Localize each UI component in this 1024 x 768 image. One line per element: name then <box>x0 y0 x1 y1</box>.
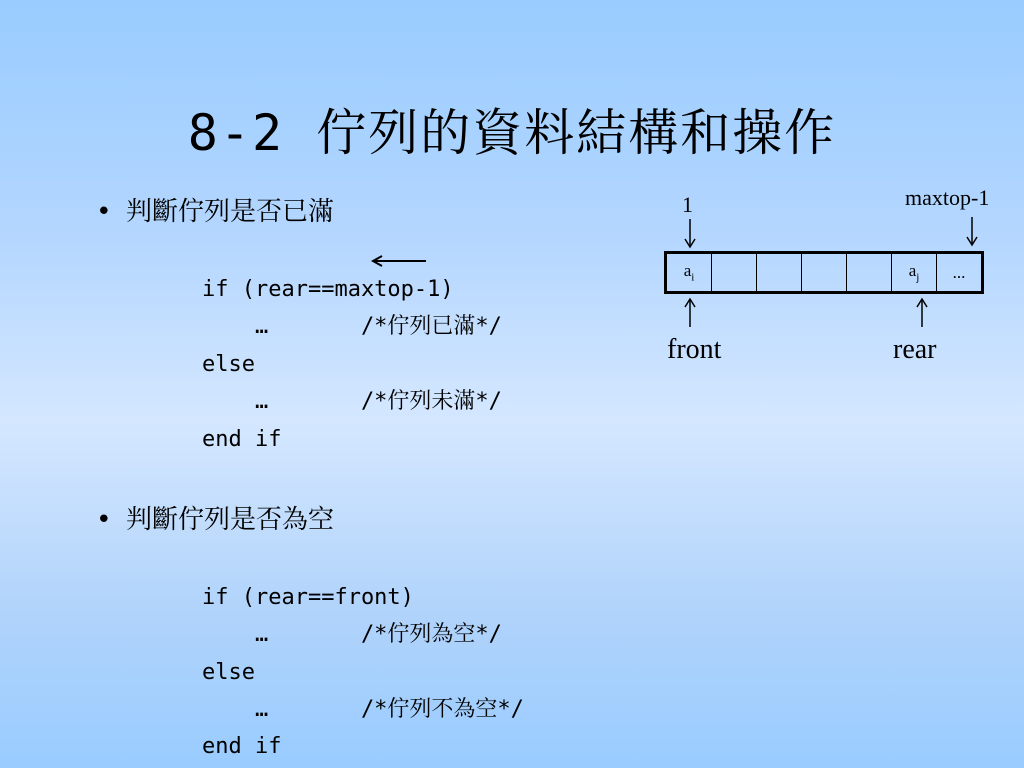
queue-cell <box>802 253 847 293</box>
cell-subscript: i <box>691 271 695 284</box>
queue-cell <box>666 253 712 293</box>
code-line: … /*佇列未滿*/ <box>202 389 502 414</box>
bullet-heading: 判斷佇列是否已滿 <box>126 197 335 227</box>
queue-cell <box>847 253 892 293</box>
bullet-dot: • <box>96 197 112 227</box>
code-line: if (rear==maxtop-1) <box>202 277 454 302</box>
code-line: if (rear==front) <box>202 585 414 610</box>
left-arrow-icon <box>370 254 426 268</box>
up-arrow-icon <box>683 297 697 327</box>
bullet-queue-empty <box>96 503 334 537</box>
code-line: end if <box>202 734 282 759</box>
index-last-label: maxtop-1 <box>905 185 990 210</box>
queue-cell <box>712 253 757 293</box>
code-line: … /*佇列已滿*/ <box>202 314 502 339</box>
up-arrow-icon <box>915 297 929 327</box>
code-line: … /*佇列不為空*/ <box>202 697 524 722</box>
down-arrow-icon <box>965 217 979 247</box>
cell-value: a <box>908 261 917 281</box>
index-first-label: 1 <box>682 192 693 217</box>
cell-value: a <box>683 261 692 281</box>
code-line: else <box>202 352 255 377</box>
queue-cell: ... <box>937 253 983 293</box>
queue-cell <box>892 253 937 293</box>
rear-pointer-label: rear <box>893 334 937 365</box>
cell-subscript: j <box>916 271 920 284</box>
code-line: end if <box>202 427 282 452</box>
code-line: … /*佇列為空*/ <box>202 622 502 647</box>
code-line: else <box>202 660 255 685</box>
queue-cell <box>757 253 802 293</box>
queue-array <box>664 251 984 294</box>
slide-title: 8-2 佇列的資料結構和操作 <box>187 104 837 162</box>
down-arrow-icon <box>683 219 697 249</box>
front-pointer-label: front <box>667 334 722 365</box>
bullet-heading: 判斷佇列是否為空 <box>126 505 335 535</box>
bullet-queue-full <box>96 195 334 229</box>
queue-row <box>666 253 983 293</box>
bullet-dot: • <box>96 505 112 535</box>
